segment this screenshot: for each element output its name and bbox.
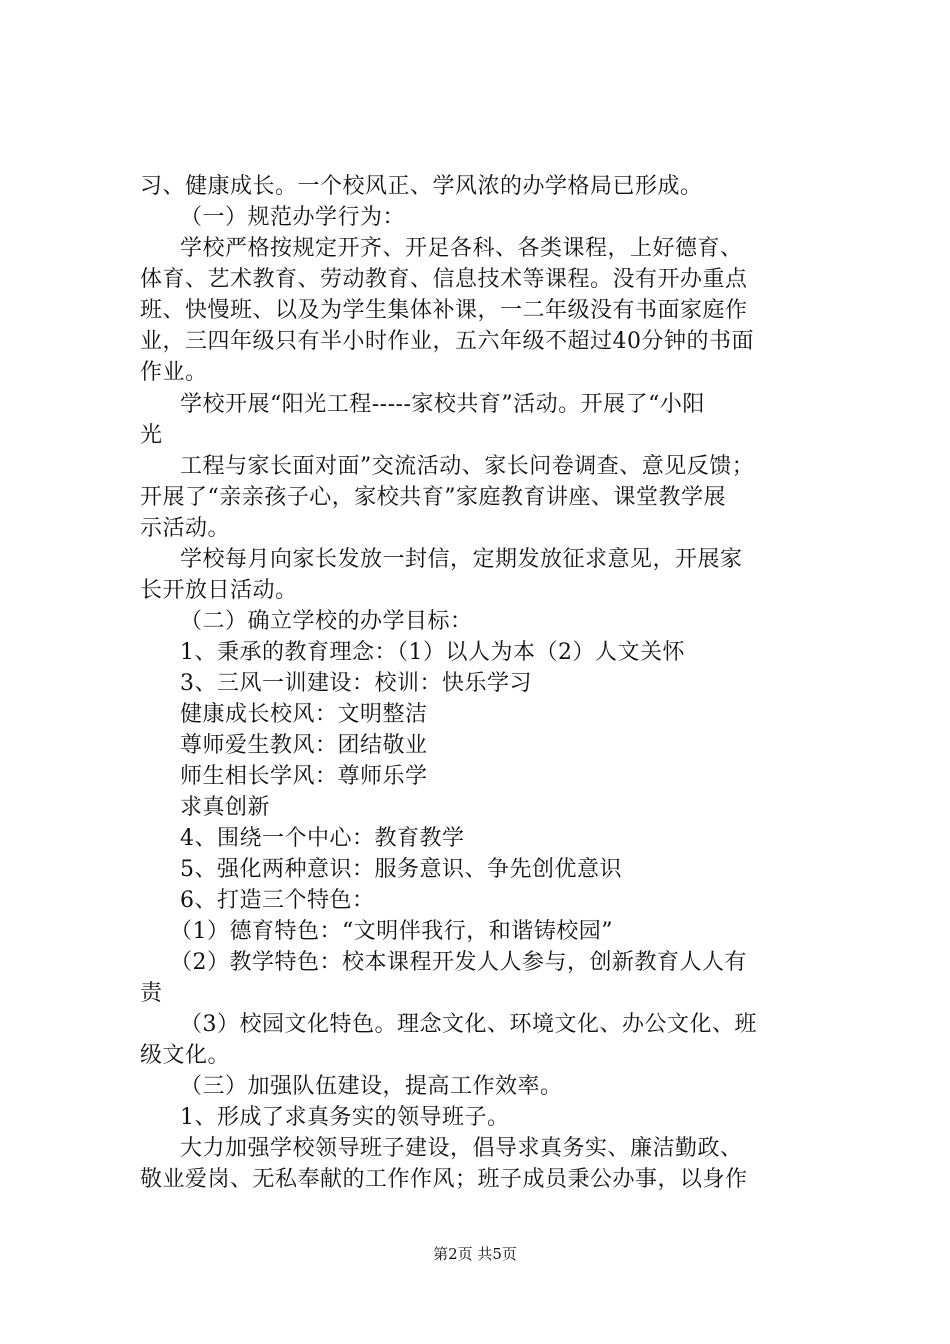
text-line: 学校严格按规定开齐、开足各科、各类课程，上好德育、: [180, 236, 743, 261]
text-line: 长开放日活动。: [140, 578, 298, 603]
text-line: 6、打造三个特色：: [180, 888, 375, 913]
text-line: 学校每月向家长发放一封信，定期发放征求意见，开展家: [180, 547, 743, 572]
text-line: 责: [140, 981, 163, 1006]
text-line: 1、秉承的教育理念：（1）以人为本（2）人文关怀: [180, 640, 685, 665]
text-line: 师生相长学风：尊师乐学: [180, 764, 428, 789]
text-line: 业，三四年级只有半小时作业，五六年级不超过40分钟的书面: [140, 329, 754, 354]
text-line: （1）德育特色：“文明伴我行，和谐铸校园”: [170, 919, 613, 944]
text-line: 学校开展“阳光工程-----家校共育”活动。开展了“小阳: [180, 392, 705, 417]
text-line: 1、形成了求真务实的领导班子。: [180, 1105, 510, 1130]
text-line: 求真创新: [180, 795, 271, 820]
text-line: 大力加强学校领导班子建设，倡导求真务实、廉洁勤政、: [180, 1136, 743, 1161]
text-line: （3）校园文化特色。理念文化、环境文化、办公文化、班: [180, 1012, 757, 1037]
text-line: 5、强化两种意识：服务意识、争先创优意识: [180, 857, 622, 882]
text-line: 工程与家长面对面”交流活动、家长问卷调查、意见反馈；: [180, 454, 755, 479]
text-line: 示活动。: [140, 516, 231, 541]
page-number: 第2页 共5页: [433, 1245, 517, 1263]
text-line: 4、围绕一个中心：教育教学: [180, 826, 465, 851]
section-heading: （三）加强队伍建设，提高工作效率。: [180, 1074, 563, 1099]
text-line: 健康成长校风：文明整洁: [180, 702, 428, 727]
section-heading: （二）确立学校的办学目标：: [180, 609, 473, 634]
text-line: 光: [140, 423, 163, 448]
text-line: 体育、艺术教育、劳动教育、信息技术等课程。没有开办重点: [140, 267, 748, 292]
text-line: 尊师爱生教风：团结敬业: [180, 733, 428, 758]
text-line: 开展了“亲亲孩子心，家校共育”家庭教育讲座、课堂教学展: [140, 485, 726, 510]
text-line: 3、三风一训建设：校训：快乐学习: [180, 671, 532, 696]
section-heading: （一）规范办学行为：: [180, 205, 406, 230]
text-line: 班、快慢班、以及为学生集体补课，一二年级没有书面家庭作: [140, 298, 748, 323]
text-line: 级文化。: [140, 1043, 231, 1068]
text-line: 习、健康成长。一个校风正、学风浓的办学格局已形成。: [140, 174, 703, 199]
text-line: （2）教学特色：校本课程开发人人参与，创新教育人人有: [170, 950, 747, 975]
text-line: 敬业爱岗、无私奉献的工作作风；班子成员秉公办事，以身作: [140, 1167, 748, 1192]
text-line: 作业。: [140, 360, 208, 385]
